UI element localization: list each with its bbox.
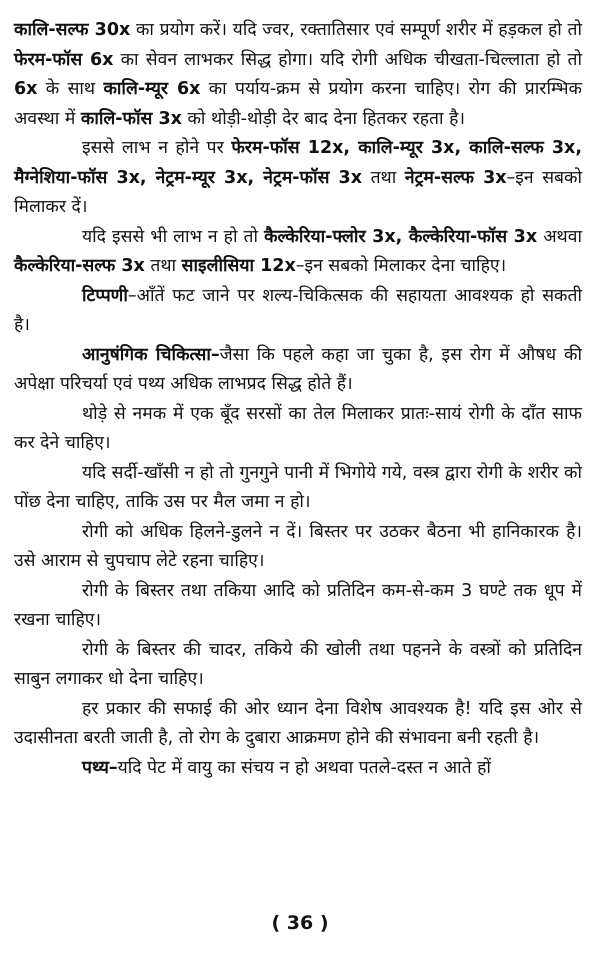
text-run: कालि-फॉस 3x [80, 108, 182, 129]
paragraph-7 [14, 459, 582, 518]
text-run: नेट्रम-सल्फ 3x [404, 167, 507, 188]
text-run: फेरम-फॉस 6x [14, 49, 114, 70]
text-run: यदि इससे भी लाभ न हो तो [82, 226, 265, 247]
text-run: फेरम-फॉस 12x, कालि-म्यूर 3x, कालि-सल्फ 3x, मैग्नेशिया-फॉस 3x, नेट्रम-म्यूर 3x, नेट्रम-फॉस 3x [14, 138, 582, 188]
text-run: रोगी के बिस्तर की चादर, तकिये की खोली तथा पहनने के वस्त्रों को प्रतिदिन साबुन लगाकर धो देना चाहिए। [14, 639, 582, 689]
paragraph-3 [14, 223, 582, 282]
text-run: पथ्य– [82, 757, 118, 778]
text-run: हर प्रकार की सफाई की ओर ध्यान देना विशेष आवश्यक है! यदि इस ओर से उदासीनता बरती जाती है, तो रोग के दुबारा आक्रमण होने की संभावना बनी रहती है। [14, 698, 582, 748]
paragraph-diet [14, 754, 582, 784]
text-run: के साथ [37, 79, 104, 99]
text-run: –आँतें फट जाने पर शल्य-चिकित्सक की सहायता आवश्यक हो सकती है। [14, 285, 582, 335]
text-run: तथा [144, 256, 182, 276]
paragraph-9 [14, 577, 582, 636]
paragraph-11 [14, 695, 582, 754]
text-run: का प्रयोग करें। यदि ज्वर, रक्तातिसार एवं सम्पूर्ण शरीर में हड़कल हो तो [130, 20, 582, 40]
paragraph-2 [14, 134, 582, 223]
text-run: आनुषंगिक चिकित्सा– [82, 344, 220, 365]
text-run: 6x [14, 79, 38, 99]
text-run: का पर्याय-क्रम से प्रयोग करना चाहिए। रोग की प्रारम्भिक अवस्था में [14, 79, 582, 129]
text-run: रोगी के बिस्तर तथा तकिया आदि को प्रतिदिन कम-से-कम 3 घण्टे तक धूप में रखना चाहिए। [14, 580, 582, 630]
text-run: तथा [361, 167, 405, 188]
text-run: यदि पेट में वायु का संचय न हो अथवा पतले-दस्त न आते हों [117, 757, 491, 778]
text-run: कालि-सल्फ 30x [14, 20, 131, 40]
text-run: का सेवन लाभकर सिद्ध होगा। यदि रोगी अधिक चीखता-चिल्लाता हो तो [113, 49, 582, 70]
text-run: रोगी को अधिक हिलने-डुलने न दें। बिस्तर पर उठकर बैठना भी हानिकारक है। उसे आराम से चुपचाप लेटे रहना चाहिए। [14, 521, 582, 571]
text-run: –इन सबको मिलाकर दें। [14, 167, 582, 217]
paragraph-8 [14, 518, 582, 577]
body-text [14, 16, 582, 783]
text-run: कालि-म्यूर 6x [103, 79, 201, 99]
paragraph-1 [14, 16, 582, 134]
text-run: अथवा [537, 226, 583, 247]
text-run: को थोड़ी-थोड़ी देर बाद देना हितकर रहता है। [181, 108, 466, 129]
text-run: कैल्केरिया-फ्लोर 3x, कैल्केरिया-फॉस 3x [264, 226, 538, 247]
paragraph-6 [14, 400, 582, 459]
paragraph-10 [14, 636, 582, 695]
text-run: साइलीसिया 12x [181, 256, 296, 276]
text-run: कैल्केरिया-सल्फ 3x [14, 256, 145, 276]
text-run: थोड़े से नमक में एक बूँद सरसों का तेल मिलाकर प्रातः-सायं रोगी के दाँत साफ कर देने चाहिए। [14, 403, 582, 453]
paragraph-ancillary-treatment [14, 341, 582, 400]
text-run: टिप्पणी [82, 285, 128, 306]
text-run: –इन सबको मिलाकर देना चाहिए। [295, 256, 507, 276]
page-number: ( 36 ) [271, 912, 329, 934]
text-run: यदि सर्दी-खाँसी न हो तो गुनगुने पानी में भिगोये गये, वस्त्र द्वारा रोगी के शरीर को पोंछ देना चाहिए, ताकि उस पर मैल जमा न हो। [14, 462, 582, 512]
paragraph-note [14, 282, 582, 341]
text-run: जैसा कि पहले कहा जा चुका है, इस रोग में औषध की अपेक्षा परिचर्या एवं पथ्य अधिक लाभप्रद सिद्ध होते हैं। [14, 344, 582, 394]
text-run: इससे लाभ न होने पर [82, 138, 232, 158]
